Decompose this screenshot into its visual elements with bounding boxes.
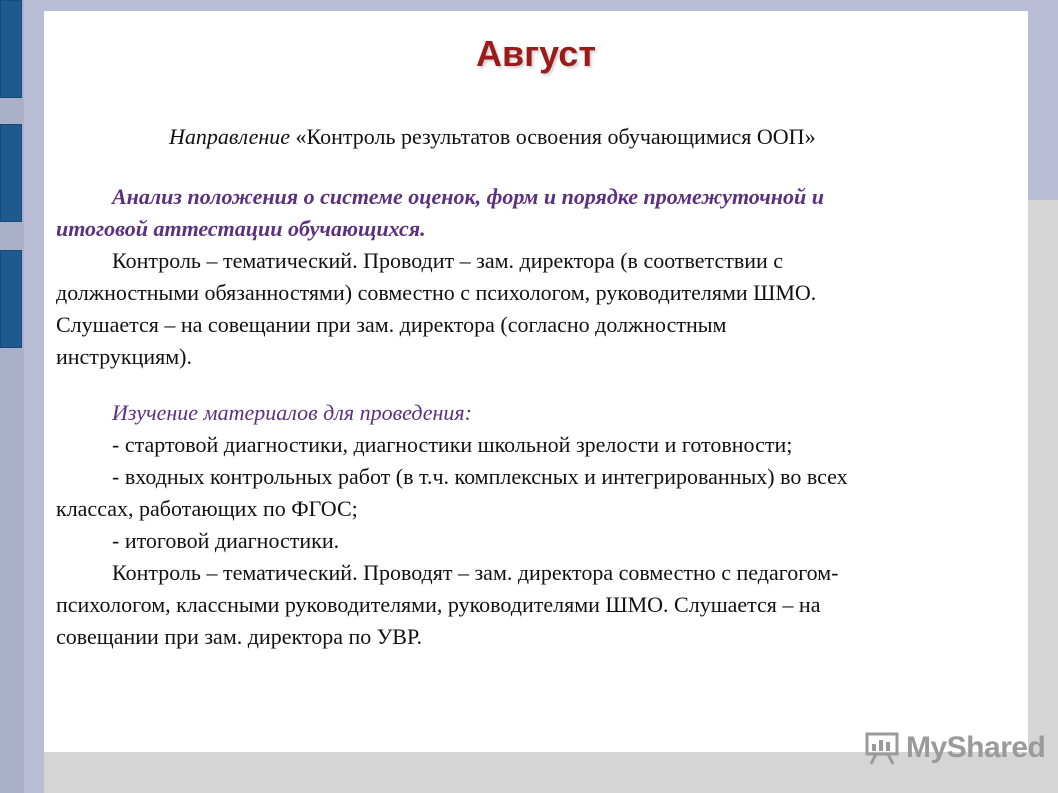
watermark-text: MyShared bbox=[906, 731, 1046, 764]
side-tab-1 bbox=[0, 0, 22, 98]
spacer bbox=[56, 153, 1016, 181]
side-tab-2 bbox=[0, 124, 22, 222]
section2-item-3: - итоговой диагностики. bbox=[112, 528, 340, 553]
section1-body-line-4: инструкциям). bbox=[56, 344, 193, 369]
slide-content bbox=[56, 121, 1016, 653]
slide bbox=[44, 11, 1028, 752]
direction-label: Направление bbox=[169, 124, 291, 149]
section1-body-line-2: должностными обязанностями) совместно с психологом, руководителями ШМО. bbox=[56, 280, 817, 305]
side-bar bbox=[0, 0, 24, 793]
section2-body-line-3: совещании при зам. директора по УВР. bbox=[56, 624, 422, 649]
presentation-board-icon bbox=[864, 730, 900, 766]
section2-item-1: - стартовой диагностики, диагностики школьной зрелости и готовности; bbox=[112, 432, 793, 457]
section2-body-line-1: Контроль – тематический. Проводят – зам. директора совместно с педагогом- bbox=[112, 560, 839, 585]
section1-body-line-3: Слушается – на совещании при зам. директора (согласно должностным bbox=[56, 312, 727, 337]
section2-body-line-2: психологом, классными руководителями, руководителями ШМО. Слушается – на bbox=[56, 592, 821, 617]
section2-item-2-line-1: - входных контрольных работ (в т.ч. комплексных и интегрированных) во всех bbox=[112, 464, 848, 489]
slide-title: Август bbox=[476, 33, 596, 74]
watermark bbox=[864, 728, 1045, 768]
direction-text: «Контроль результатов освоения обучающимися ООП» bbox=[290, 124, 816, 149]
section1-heading-line-1: Анализ положения о системе оценок, форм и порядке промежуточной и bbox=[112, 184, 824, 209]
section2-item-2-line-2: классах, работающих по ФГОС; bbox=[56, 496, 358, 521]
direction-line bbox=[56, 121, 1016, 153]
section1-body-line-1: Контроль – тематический. Проводит – зам. директора (в соответствии с bbox=[112, 248, 784, 273]
spacer bbox=[56, 373, 1016, 397]
section2-heading: Изучение материалов для проведения: bbox=[112, 400, 472, 425]
side-tab-3 bbox=[0, 250, 22, 348]
section1-heading-line-2: итоговой аттестации обучающихся. bbox=[56, 216, 426, 241]
